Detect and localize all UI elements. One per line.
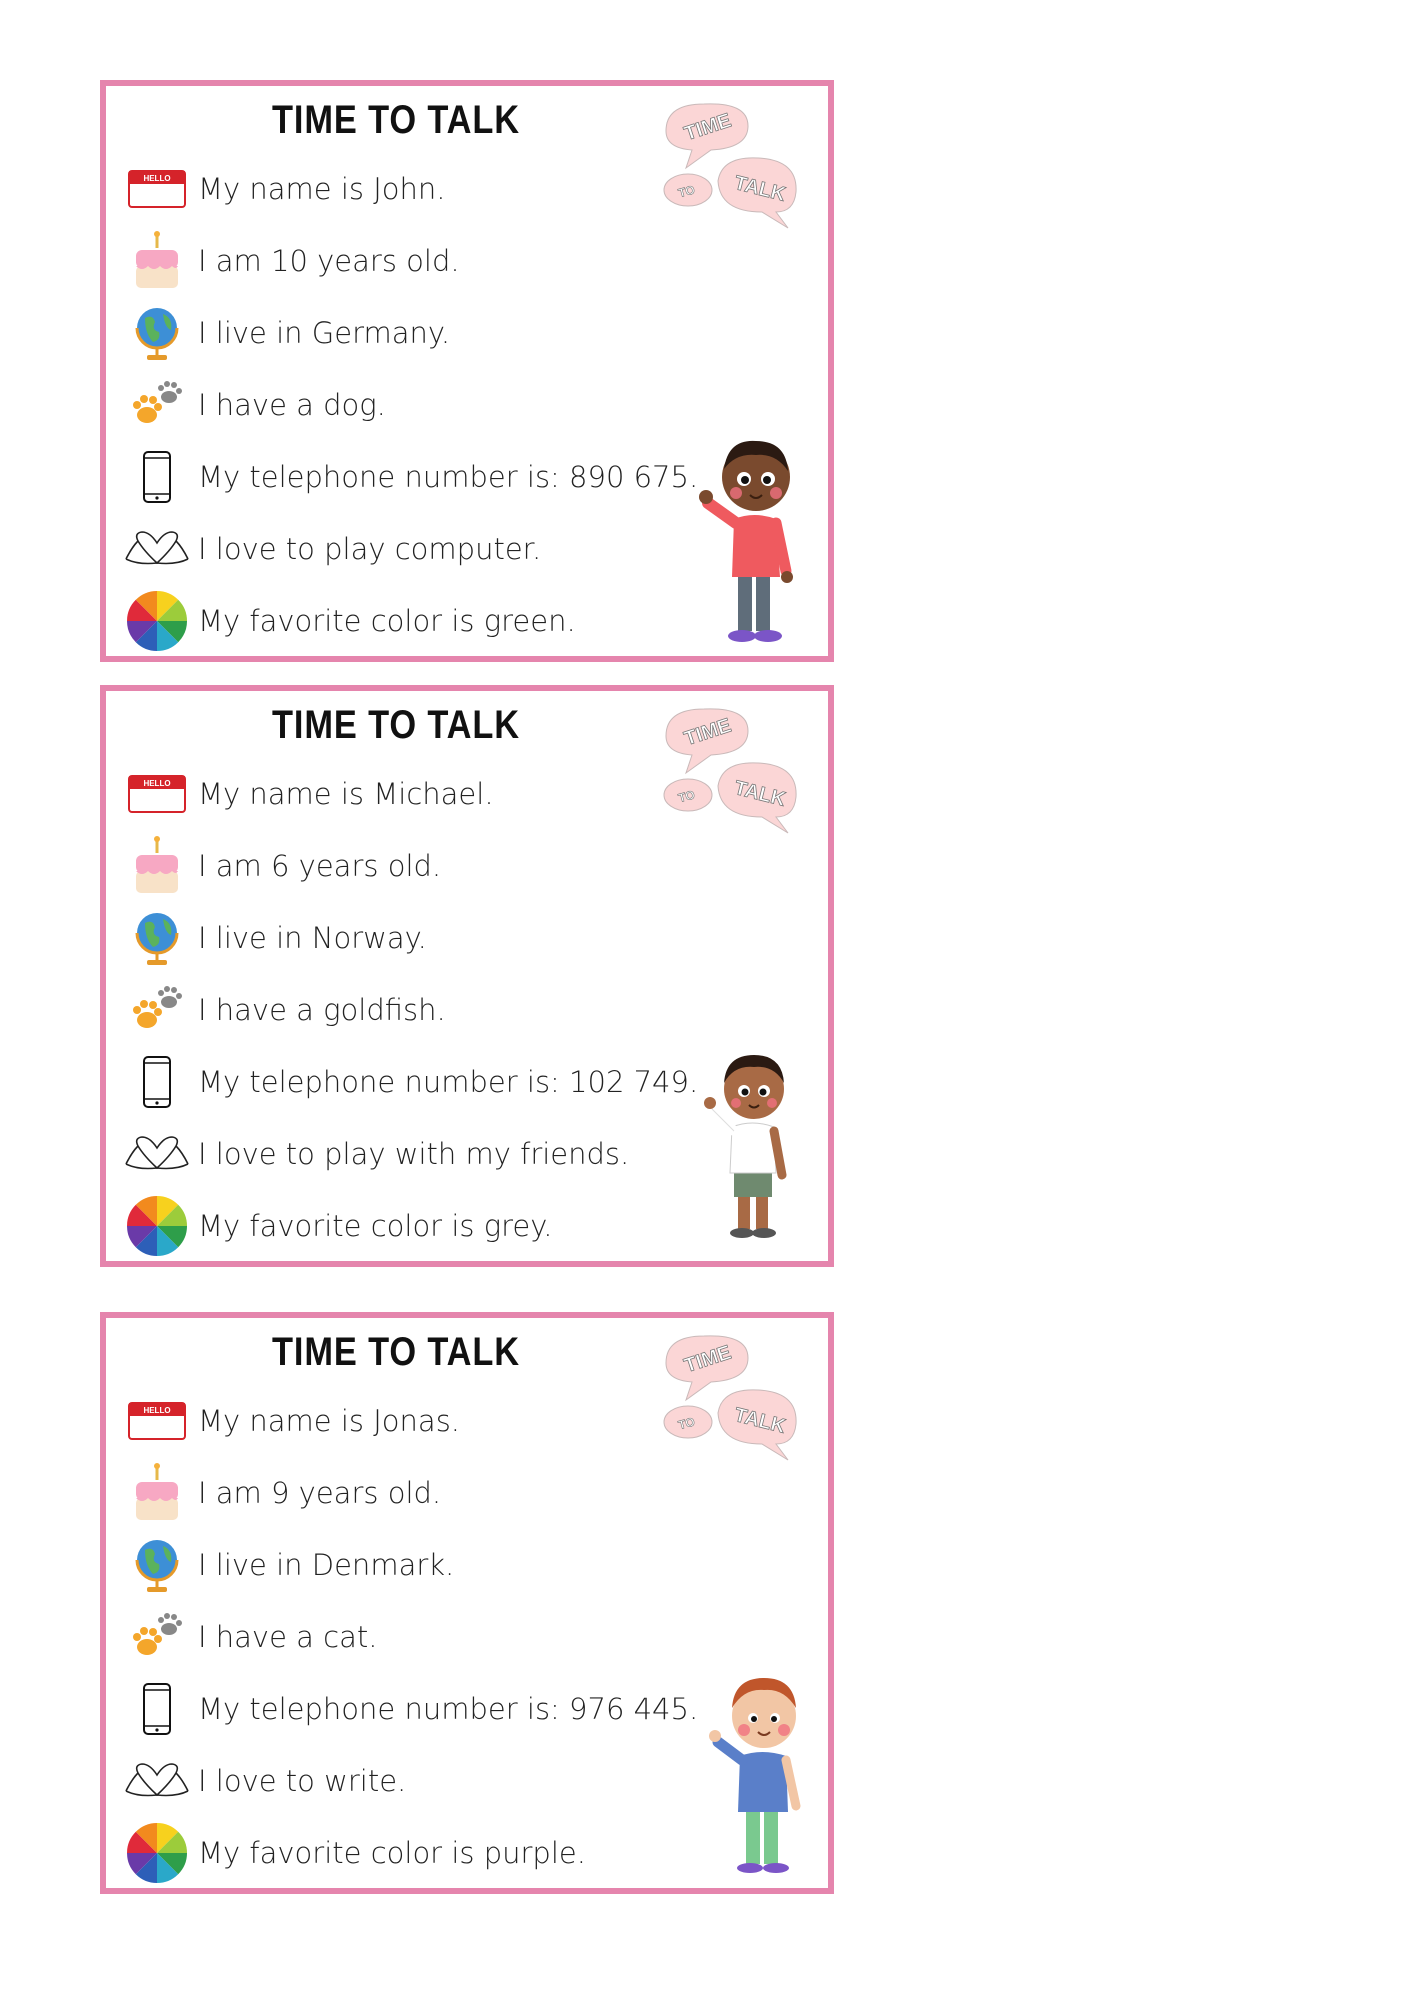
pet-text: I have a dog.	[198, 388, 386, 422]
country-text: I live in Germany.	[198, 316, 451, 350]
row-name	[124, 158, 446, 220]
row-age	[124, 230, 460, 292]
boy-waving-illustration-icon	[706, 1668, 816, 1880]
hobby-text: I love to write.	[198, 1764, 407, 1798]
age-text: I am 6 years old.	[198, 849, 442, 883]
row-phone	[124, 1051, 698, 1113]
row-hobby	[124, 518, 541, 580]
color-text: My favorite color is grey.	[198, 1209, 553, 1243]
birthday-cake-icon	[124, 1462, 190, 1524]
time-to-talk-bubbles-icon	[656, 96, 826, 246]
boy-waving-illustration-icon	[702, 1049, 802, 1249]
svg-text:HELLO: HELLO	[143, 1406, 171, 1415]
pet-text: I have a goldfish.	[198, 993, 446, 1027]
card-title: TIME TO TALK	[272, 98, 520, 142]
row-hobby	[124, 1123, 629, 1185]
birthday-cake-icon	[124, 835, 190, 897]
profile-card-3	[100, 1312, 834, 1894]
smartphone-icon	[124, 1051, 190, 1113]
age-text: I am 10 years old.	[198, 244, 460, 278]
paw-print-icon	[124, 374, 190, 436]
bubble-time-text: TIME	[681, 1341, 734, 1378]
svg-text:HELLO: HELLO	[143, 779, 171, 788]
row-color	[124, 1195, 553, 1257]
heart-hands-icon	[124, 518, 190, 580]
row-hobby	[124, 1750, 406, 1812]
row-country	[124, 1534, 454, 1596]
bubble-to-text: TO	[676, 787, 697, 806]
color-wheel-icon	[124, 590, 190, 652]
bubble-talk-text: TALK	[731, 172, 788, 206]
time-to-talk-bubbles-icon	[656, 701, 826, 851]
country-text: I live in Denmark.	[198, 1548, 455, 1582]
row-country	[124, 302, 450, 364]
globe-icon	[124, 907, 190, 969]
hello-name-tag-icon	[124, 1390, 190, 1452]
age-text: I am 9 years old.	[198, 1476, 442, 1510]
country-text: I live in Norway.	[198, 921, 427, 955]
row-country	[124, 907, 427, 969]
heart-hands-icon	[124, 1123, 190, 1185]
name-text: My name is John.	[198, 172, 446, 206]
phone-text: My telephone number is: 976 445.	[198, 1692, 699, 1726]
bubble-talk-text: TALK	[731, 777, 788, 811]
birthday-cake-icon	[124, 230, 190, 292]
name-text: My name is Jonas.	[198, 1404, 461, 1438]
smartphone-icon	[124, 446, 190, 508]
row-name	[124, 1390, 460, 1452]
hello-name-tag-icon	[124, 763, 190, 825]
boy-waving-illustration-icon	[696, 431, 812, 651]
smartphone-icon	[124, 1678, 190, 1740]
globe-icon	[124, 1534, 190, 1596]
color-text: My favorite color is purple.	[198, 1836, 586, 1870]
time-to-talk-bubbles-icon	[656, 1328, 826, 1478]
name-text: My name is Michael.	[198, 777, 494, 811]
row-pet	[124, 374, 386, 436]
heart-hands-icon	[124, 1750, 190, 1812]
row-phone	[124, 1678, 698, 1740]
card-title: TIME TO TALK	[272, 1330, 520, 1374]
hobby-text: I love to play with my friends.	[198, 1137, 630, 1171]
bubble-time-text: TIME	[681, 109, 734, 146]
hello-name-tag-icon	[124, 158, 190, 220]
bubble-talk-text: TALK	[731, 1404, 788, 1438]
bubble-time-text: TIME	[681, 714, 734, 751]
pet-text: I have a cat.	[198, 1620, 378, 1654]
profile-card-2	[100, 685, 834, 1267]
profile-card-1	[100, 80, 834, 662]
bubble-to-text: TO	[676, 1414, 697, 1433]
card-title: TIME TO TALK	[272, 703, 520, 747]
row-phone	[124, 446, 698, 508]
svg-text:HELLO: HELLO	[143, 174, 171, 183]
row-name	[124, 763, 494, 825]
row-pet	[124, 1606, 377, 1668]
globe-icon	[124, 302, 190, 364]
phone-text: My telephone number is: 890 675.	[198, 460, 699, 494]
row-color	[124, 1822, 586, 1884]
color-wheel-icon	[124, 1822, 190, 1884]
row-color	[124, 590, 576, 652]
color-wheel-icon	[124, 1195, 190, 1257]
bubble-to-text: TO	[676, 182, 697, 201]
paw-print-icon	[124, 979, 190, 1041]
row-age	[124, 835, 441, 897]
row-pet	[124, 979, 446, 1041]
phone-text: My telephone number is: 102 749.	[198, 1065, 699, 1099]
row-age	[124, 1462, 441, 1524]
paw-print-icon	[124, 1606, 190, 1668]
color-text: My favorite color is green.	[198, 604, 576, 638]
hobby-text: I love to play computer.	[198, 532, 542, 566]
